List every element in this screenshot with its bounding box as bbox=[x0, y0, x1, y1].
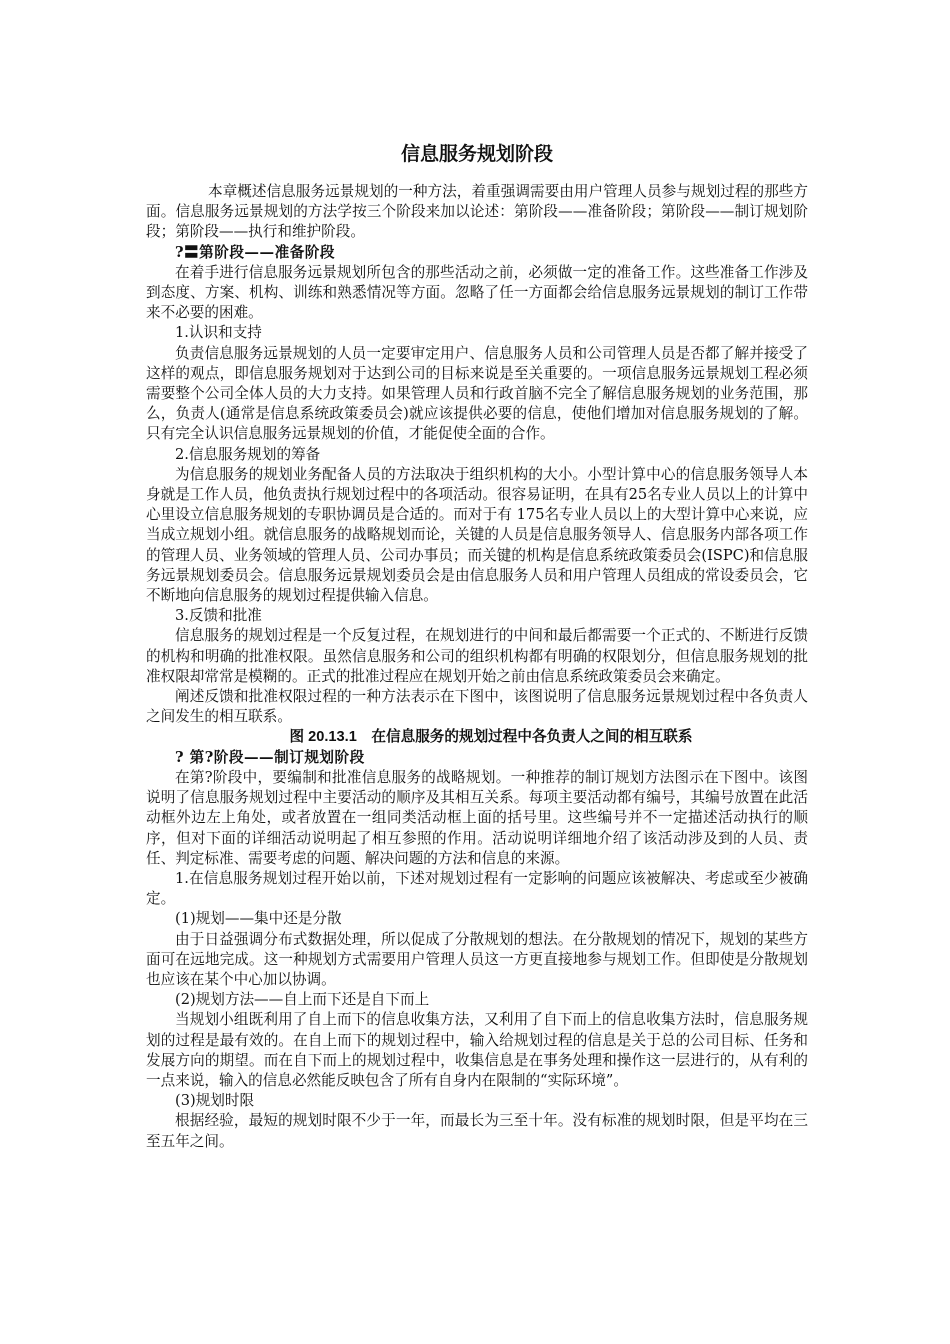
paragraph: 负责信息服务远景规划的人员一定要审定用户、信息服务人员和公司管理人员是否都了解并接受了这样的观点，即信息服务规划对于达到公司的目标来说是至关重要的。一项信息服务远景规划工程必须需要整个公司全体人员的大力支持。如果管理人员和行政首脑不完全了解信息服务规划的业务范围，那么，负责人(通常是信息系统政策委员会)就应该提供必要的信息，使他们增加对信息服务规划的了解。只有完全认识信息服务远景规划的价值，才能促使全面的合作。 bbox=[146, 344, 808, 443]
paragraph: 根据经验，最短的规划时限不少于一年，而最长为三至十年。没有标准的规划时限，但是平均在三至五年之间。 bbox=[146, 1112, 808, 1150]
subheading-planning-preparation: 2.信息服务规划的筹备 bbox=[175, 445, 321, 463]
paragraph: 在着手进行信息服务远景规划所包含的那些活动之前，必须做一定的准备工作。这些准备工作涉及到态度、方案、机构、训练和熟悉情况等方面。忽略了任一方面都会给信息服务远景规划的制订工作带来不必要的困难。 bbox=[146, 263, 808, 322]
subheading-recognition-support: 1.认识和支持 bbox=[175, 324, 262, 342]
paragraph: 由于日益强调分布式数据处理，所以促成了分散规划的想法。在分散规划的情况下，规划的某些方面可在远地完成。这一种规划方式需要用户管理人员这一方更直接地参与规划工作。但即使是分散规划也应该在某个中心加以协调。 bbox=[146, 930, 808, 988]
paragraph: 1.在信息服务规划过程开始以前，下述对规划过程有一定影响的问题应该被解决、考虑或至少被确定。 bbox=[146, 869, 808, 908]
subheading-centralized-or-decentralized: (1)规划——集中还是分散 bbox=[175, 910, 342, 928]
section-heading-phase-1: ?〓第阶段——准备阶段 bbox=[175, 243, 335, 261]
document-title: 信息服务规划阶段 bbox=[400, 144, 553, 165]
figure-caption: 图 20.13.1 在信息服务的规划过程中各负责人之间的相互联系 bbox=[289, 729, 693, 746]
paragraph: 为信息服务的规划业务配备人员的方法取决于组织机构的大小。小型计算中心的信息服务领导人本身就是工作人员，他负责执行规划过程中的各项活动。很容易证明，在具有25名专业人员以上的计算中心里设立信息服务规划的专职协调员是合适的。而对于有 175名专业人员以上的大型计算中心来说，应当成立规划小组。就信息服务的战略规划而论，关键的人员是信息服务领导人、信息服务内部各项工作的管理人员、业务领域的管理人员、公司办事员；而关键的机构是信息系统政策委员会(ISPC)和信息服务远景规划委员会。信息服务远景规划委员会是由信息服务人员和用户管理人员组成的常设委员会，它不断地向信息服务的规划过程提供输入信息。 bbox=[146, 465, 808, 605]
intro-paragraph: 本章概述信息服务远景规划的一种方法，着重强调需要由用户管理人员参与规划过程的那些方面。信息服务远景规划的方法学按三个阶段来加以论述：第阶段——准备阶段；第阶段——制订规划阶段；第阶段——执行和维护阶段。 bbox=[146, 183, 808, 241]
section-heading-phase-2: ? 第?阶段——制订规划阶段 bbox=[175, 748, 365, 766]
document-page bbox=[146, 140, 808, 1152]
subheading-planning-horizon: (3)规划时限 bbox=[175, 1092, 255, 1110]
paragraph: 在第?阶段中，要编制和批准信息服务的战略规划。一种推荐的制订规划方法图示在下图中。该图说明了信息服务规划过程中主要活动的顺序及其相互关系。每项主要活动都有编号，其编号放置在此活动框外边左上角处，或者放置在一组同类活动框上面的括号里。这些编号并不一定描述活动执行的顺序，但对下面的详细活动说明起了相互参照的作用。活动说明详细地介绍了该活动涉及到的人员、责任、判定标准、需要考虑的问题、解决问题的方法和信息的来源。 bbox=[146, 768, 808, 867]
paragraph: 当规划小组既利用了自上而下的信息收集方法，又利用了自下而上的信息收集方法时，信息服务规划的过程是最有效的。在自上而下的规划过程中，输入给规划过程的信息是关于总的公司目标、任务和发展方向的期望。而在自下而上的规划过程中，收集信息是在事务处理和操作这一层进行的，从有利的一点来说，输入的信息必然能反映包含了所有自身内在限制的“实际环境”。 bbox=[146, 1011, 808, 1089]
subheading-feedback-approval: 3.反馈和批准 bbox=[175, 607, 262, 625]
subheading-planning-method: (2)规划方法——自上而下还是自下而上 bbox=[175, 991, 430, 1009]
paragraph: 阐述反馈和批准权限过程的一种方法表示在下图中，该图说明了信息服务远景规划过程中各负责人之间发生的相互联系。 bbox=[146, 688, 808, 726]
paragraph: 信息服务的规划过程是一个反复过程，在规划进行的中间和最后都需要一个正式的、不断进行反馈的机构和明确的批准权限。虽然信息服务和公司的组织机构都有明确的权限划分，但信息服务规划的批准权限却常常是模糊的。正式的批准过程应在规划开始之前由信息系统政策委员会来确定。 bbox=[146, 627, 808, 685]
